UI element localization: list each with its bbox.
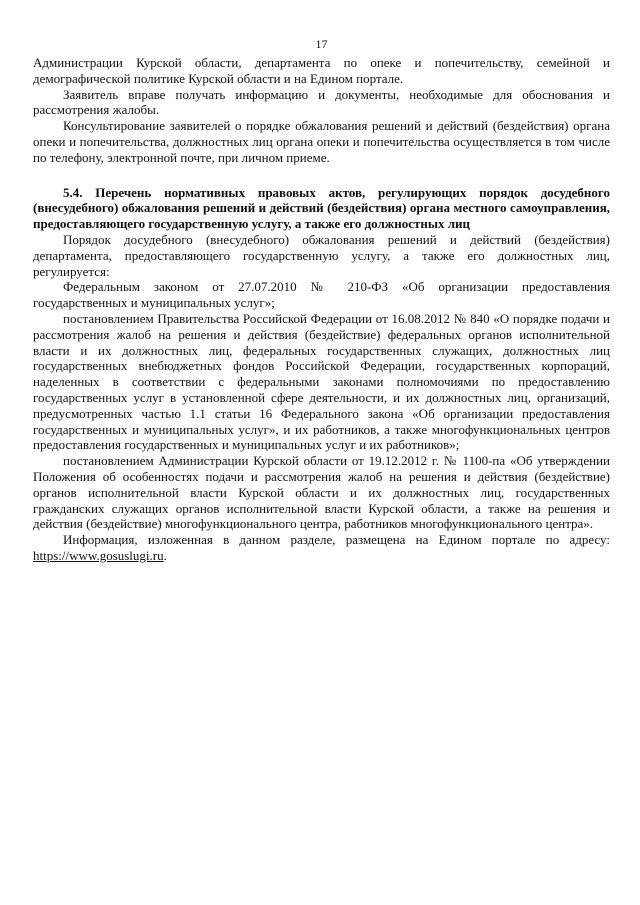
page-number: 17 <box>315 37 328 51</box>
paragraph-federal-law: Федеральным законом от 27.07.2010 № 210-ФЗ «Об организации предоставления государственных и муниципальных услуг»; <box>33 279 610 311</box>
paragraph-info <box>33 532 610 564</box>
paragraph-government-decree: постановлением Правительства Российской Федерации от 16.08.2012 № 840 «О порядке подачи и рассмотрения жалоб на решения и действия (бездействие) федеральных органов исполнительной власти и их должностных лиц, федеральных государственных служащих, должностных лиц государственных внебюджетных фондов Российской Федерации, государственных корпораций, наделенных в соответствии с федеральными законами полномочиями по предоставлению государственных услуг в установленной сфере деятельности, и их должностных лиц, организаций, предусмотренных частью 1.1 статьи 16 Федерального закона «Об организации предоставления государственных и муниципальных услуг», и их работников, а также многофункциональных центров предоставления государственных и муниципальных услуг и их работников»; <box>33 310 610 453</box>
paragraph-intro: Порядок досудебного (внесудебного) обжалования решений и действий (бездействия) департамента, предоставляющего государственную услугу, а также его должностных лиц, регулируется: <box>33 231 610 279</box>
paragraph-regional-decree: постановлением Администрации Курской области от 19.12.2012 г. № 1100-па «Об утверждении Положения об особенностях подачи и рассмотрения жалоб на решения и действия (бездействие) органов исполнительной власти Курской области и их должностных лиц, государственных гражданских служащих органов исполнительной власти Курской области, а также на решения и действия (бездействие) многофункционального центра, работников многофункционального центра». <box>33 453 610 532</box>
info-end: . <box>163 547 167 563</box>
document-body <box>33 55 610 564</box>
paragraph-consulting: Консультирование заявителей о порядке обжалования решений и действий (бездействия) органа опеки и попечительства, должностных лиц органа опеки и попечительства осуществляется в том числе по телефону, электронной почте, при личном приеме. <box>33 118 610 165</box>
paragraph-applicant-rights: Заявитель вправе получать информацию и документы, необходимые для обоснования и рассмотрения жалобы. <box>33 86 610 118</box>
paragraph-appeal-channels: Администрации Курской области, департамента по опеке и попечительству, семейной и демографической политике Курской области и на Едином портале. <box>33 55 610 86</box>
section-heading: 5.4. Перечень нормативных правовых актов, регулирующих порядок досудебного (внесудебного) обжалования решений и действий (бездействия) органа местного самоуправления, предоставляющего государственную услугу, а также его должностных лиц <box>33 184 610 232</box>
info-text: Информация, изложенная в данном разделе, размещена на Едином портале по адресу: <box>63 532 610 548</box>
gosuslugi-link[interactable]: https://www.gosuslugi.ru <box>33 547 164 563</box>
